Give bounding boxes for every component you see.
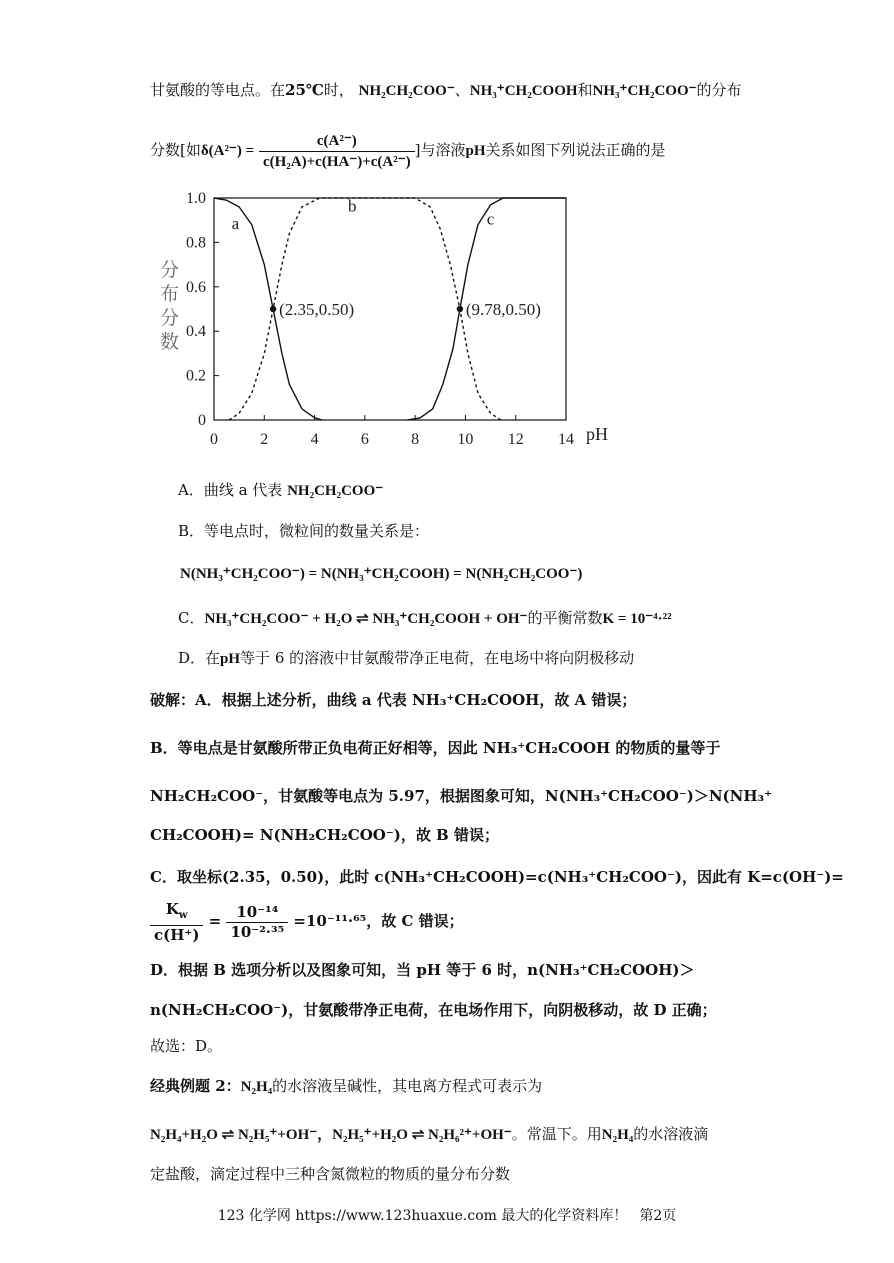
option-c-text: 的平衡常数 [527, 609, 603, 627]
conjunction: 和 [577, 81, 593, 99]
y-tick-label: 1.0 [186, 190, 206, 207]
solution-c-result: =10⁻¹¹·⁶⁵，故 C 错误； [288, 912, 464, 930]
y-tick-label: 0 [198, 412, 206, 429]
option-a-formula: NH₂CH₂COO⁻ [287, 483, 384, 499]
option-b-formula: N(NH₃⁺CH₂COO⁻) = N(NH₃⁺CH₂COOH) = N(NH₂CH₂COO⁻) [180, 566, 583, 582]
example2-line-1 [150, 1076, 542, 1097]
solution-b-3: CH₂COOH)= N(NH₂CH₂COO⁻)，故 B 错误； [150, 826, 499, 844]
x-tick-label: 8 [411, 431, 420, 448]
page-number: 第2页 [639, 1208, 677, 1224]
curve-label-b: b [348, 196, 357, 216]
species-3: NH₃⁺CH₂COO⁻ [592, 83, 697, 99]
curve-label-a: a [231, 214, 240, 234]
option-c [178, 608, 672, 629]
option-d-text: D．在 [178, 649, 221, 667]
intersection-point [457, 306, 463, 312]
option-a-text: A．曲线 a 代表 [178, 481, 288, 499]
solution-d-2: n(NH₂CH₂COO⁻)，甘氨酸带净正电荷，在电场作用下，向阴极移动，故 D 正确； [150, 1001, 717, 1019]
x-tick-label: 4 [310, 431, 319, 448]
x-tick-label: 10 [457, 431, 474, 448]
solution-a: 破解：A．根据上述分析，曲线 a 代表 NH₃⁺CH₂COOH，故 A 错误； [150, 691, 637, 709]
solution-d-1: D．根据 B 选项分析以及图象可知，当 pH 等于 6 时，n(NH₃⁺CH₂COOH)＞ [150, 961, 695, 979]
power-numerator: 10⁻¹⁴ [226, 903, 288, 923]
y-tick-label: 0.2 [186, 367, 206, 385]
option-d [178, 648, 634, 669]
footer-site: 123 化学网 https://www.123huaxue.com 最大的化学资料库！ [217, 1208, 628, 1224]
equilibrium-constant: K = 10⁻⁴·²² [602, 611, 672, 627]
delta-formula: δ(A²⁻) = [200, 143, 255, 159]
intro-text: 的分布 [696, 81, 742, 99]
power-fraction [226, 903, 288, 942]
x-tick-label: 6 [360, 431, 369, 448]
x-tick-label: 12 [507, 431, 524, 448]
separator: 、 [454, 81, 470, 99]
species-2: NH₃⁺CH₂COOH [469, 83, 578, 99]
intro-text: 时， [323, 81, 354, 99]
y-axis-label: 分布分数 [160, 259, 180, 353]
page-footer [0, 1205, 894, 1225]
hydrazine-formula: N₂H₄ [240, 1079, 273, 1095]
intro-line-1 [150, 80, 742, 101]
kw-denominator: c(H⁺) [154, 925, 200, 944]
example2-text: 的水溶液滴 [633, 1125, 709, 1143]
x-tick-label: 14 [558, 431, 574, 448]
fraction-denominator: c(H₂A)+c(HA⁻)+c(A²⁻) [262, 153, 411, 170]
intro-text: 甘氨酸的等电点。在 [150, 81, 286, 99]
example2-title: 经典例题 2： [150, 1077, 241, 1095]
solution-c-1: C．取坐标(2.35，0.50)，此时 c(NH₃⁺CH₂COOH)=c(NH₃⁺CH₂COO⁻)，因此有 K=c(OH⁻)= [150, 868, 844, 886]
ph-label: pH [465, 143, 486, 159]
x-axis-label: pH [586, 424, 608, 444]
intersection-point [270, 306, 276, 312]
example2-line-3: 定盐酸，滴定过程中三种含氮微粒的物质的量分布分数 [150, 1165, 511, 1183]
distribution-chart [148, 188, 618, 460]
hydrazine-formula: N₂H₄ [601, 1127, 634, 1143]
option-b [178, 521, 429, 541]
kw-subscript: w [178, 909, 188, 921]
point-annotation: (2.35,0.50) [279, 300, 355, 319]
species-1: NH₂CH₂COO⁻ [358, 83, 455, 99]
intro-line-2 [150, 128, 666, 173]
curve-label-c: c [486, 209, 495, 229]
example2-text: 的水溶液呈碱性，其电离方程式可表示为 [272, 1077, 543, 1095]
ph-label: pH [220, 651, 241, 667]
solution-c-2 [150, 898, 464, 945]
answer: 故选：D。 [150, 1037, 223, 1055]
distribution-fraction [259, 131, 415, 172]
option-b-formula-line [180, 560, 582, 587]
solution-b-1: B．等电点是甘氨酸所带正负电荷正好相等，因此 NH₃⁺CH₂COOH 的物质的量等于 [150, 739, 721, 757]
fraction-numerator: c(A²⁻) [259, 131, 415, 152]
example2-line-2 [150, 1124, 708, 1145]
temperature: 25℃ [285, 81, 324, 99]
option-c-formula: NH₃⁺CH₂COO⁻ + H₂O ⇌ NH₃⁺CH₂COOH + OH⁻ [204, 611, 528, 627]
intro-text: ]与溶液 [414, 141, 466, 159]
option-b-text: B．等电点时，微粒间的数量关系是： [178, 522, 430, 540]
x-tick-label: 0 [210, 431, 218, 448]
equals: = [203, 912, 227, 930]
option-a [178, 480, 383, 501]
y-tick-label: 0.8 [186, 234, 206, 252]
x-tick-label: 2 [260, 431, 269, 448]
option-d-text: 等于 6 的溶液中甘氨酸带净正电荷，在电场中将向阴极移动 [240, 649, 635, 667]
solution-b-2: NH₂CH₂COO⁻，甘氨酸等电点为 5.97，根据图象可知，N(NH₃⁺CH₂COO⁻)＞N(NH₃⁺ [150, 787, 773, 805]
intro-text: 关系如图下列说法正确的是 [485, 141, 666, 159]
power-denominator: 10⁻²·³⁵ [230, 922, 285, 941]
kw-symbol: K [165, 899, 179, 918]
example2-text: 。常温下。用 [511, 1125, 602, 1143]
kw-fraction [150, 900, 203, 945]
option-c-prefix: C． [178, 609, 205, 627]
point-annotation: (9.78,0.50) [465, 300, 541, 319]
ionization-equations: N₂H₄+H₂O ⇌ N₂H₅⁺+OH⁻，N₂H₅⁺+H₂O ⇌ N₂H₆²⁺+OH⁻ [150, 1127, 512, 1143]
y-tick-label: 0.6 [186, 278, 206, 296]
intro-text: 分数[如 [150, 141, 201, 159]
y-tick-label: 0.4 [186, 323, 206, 341]
